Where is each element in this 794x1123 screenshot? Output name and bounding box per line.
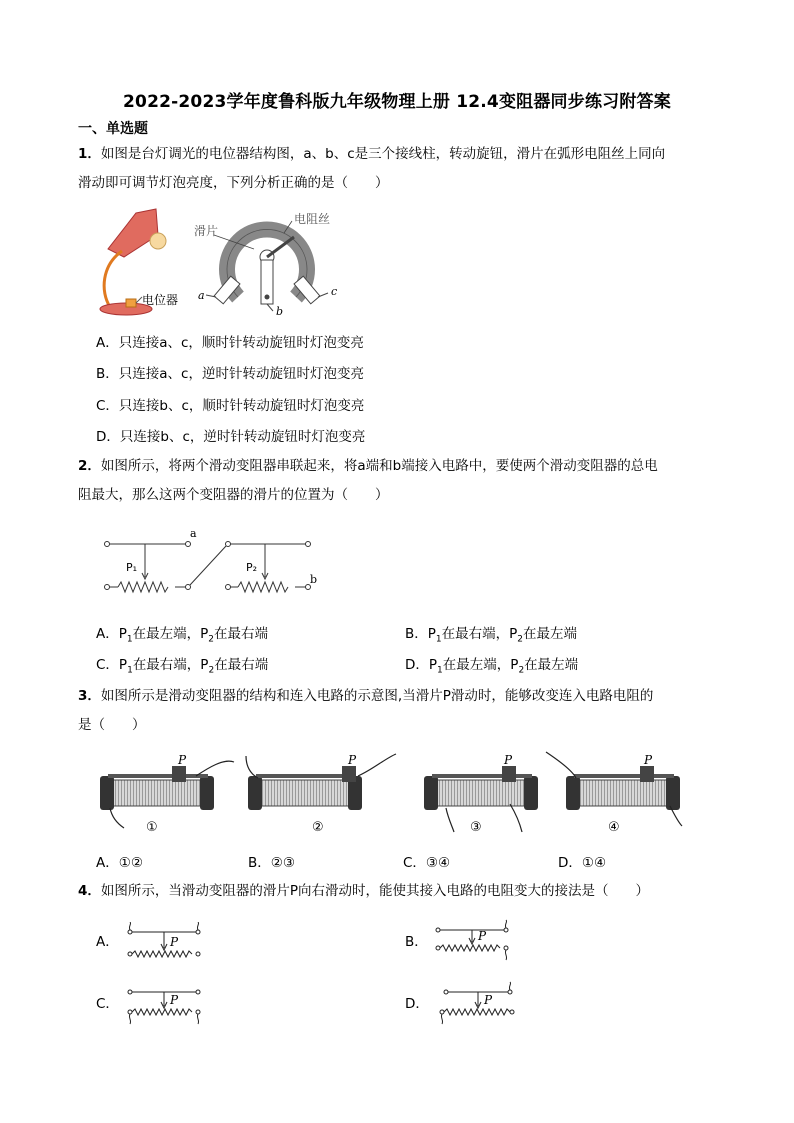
- q4-circuit-a: [124, 922, 214, 964]
- question-4-stem: [78, 877, 723, 906]
- rheostat-4: [546, 752, 682, 835]
- question-1-stem: [78, 140, 723, 198]
- label-slider: 滑片: [194, 224, 219, 238]
- q1-option-a[interactable]: A．只连接a、c，顺时针转动旋钮时灯泡变亮: [96, 335, 364, 351]
- rheostat-1: [100, 753, 234, 835]
- slider-p1-label: P₁: [126, 561, 138, 574]
- section-heading: 一、单选题: [78, 121, 148, 137]
- q3-option-a[interactable]: A．①②: [96, 855, 143, 871]
- svg-text:P: P: [348, 753, 357, 767]
- question-text-cont: 是（ ）: [78, 717, 146, 733]
- question-2-stem: [78, 452, 723, 510]
- q4-option-b[interactable]: B．: [405, 934, 428, 950]
- svg-text:P: P: [170, 993, 179, 1007]
- q1-option-d[interactable]: D．只连接b、c，逆时针转动旋钮时灯泡变亮: [96, 429, 366, 445]
- q4-circuit-d: [434, 980, 524, 1028]
- label-potentiometer: 电位器: [142, 293, 179, 307]
- q1-option-c[interactable]: C．只连接b、c，顺时针转动旋钮时灯泡变亮: [96, 398, 365, 414]
- q4-option-a[interactable]: A．: [96, 934, 119, 950]
- question-number: 3．: [78, 688, 101, 704]
- question-text: 如图所示，当滑动变阻器的滑片P向右滑动时，能使其接入电路的电阻变大的接法是（ ）: [100, 883, 650, 899]
- desk-lamp-illustration: [100, 209, 178, 315]
- svg-text:P: P: [170, 935, 179, 949]
- series-rheostats-figure: [98, 525, 328, 600]
- q2-option-c[interactable]: C．$P_1$在最右端，$P_2$在最右端: [96, 657, 269, 676]
- q3-option-d[interactable]: D．①④: [558, 855, 607, 871]
- potentiometer-diagram: [194, 211, 337, 318]
- svg-text:P: P: [484, 993, 493, 1007]
- svg-text:P: P: [478, 929, 487, 943]
- label-resistance-wire: 电阻丝: [294, 212, 331, 226]
- potentiometer-figure: [96, 205, 346, 320]
- question-text: 如图是台灯调光的电位器结构图，a、b、c是三个接线柱，转动旋钮，滑片在弧形电阻丝上同向: [100, 146, 666, 162]
- photo-label-2: ②: [312, 820, 324, 835]
- question-text-cont: 滑动即可调节灯泡亮度，下列分析正确的是（ ）: [78, 175, 389, 191]
- end-a-label: a: [190, 527, 197, 540]
- terminal-b-label: b: [276, 305, 284, 318]
- photo-label-4: ④: [608, 820, 620, 835]
- svg-text:P: P: [644, 753, 653, 767]
- question-text: 如图所示，将两个滑动变阻器串联起来，将a端和b端接入电路中，要使两个滑动变阻器的总电: [100, 458, 658, 474]
- terminal-a-label: a: [198, 289, 205, 302]
- q4-option-c[interactable]: C．: [96, 996, 119, 1012]
- q2-option-d[interactable]: D．$P_1$在最左端，$P_2$在最左端: [405, 657, 579, 676]
- q1-option-b[interactable]: B．只连接a、c，逆时针转动旋钮时灯泡变亮: [96, 366, 364, 382]
- question-text-cont: 阻最大，那么这两个变阻器的滑片的位置为（ ）: [78, 487, 389, 503]
- q4-option-d[interactable]: D．: [405, 996, 429, 1012]
- photo-label-3: ③: [470, 820, 482, 835]
- question-number: 1．: [78, 146, 101, 162]
- q2-option-a[interactable]: A．$P_1$在最左端，$P_2$在最右端: [96, 626, 269, 645]
- page-title: 2022-2023学年度鲁科版九年级物理上册 12.4变阻器同步练习附答案: [123, 92, 671, 112]
- photo-label-1: ①: [146, 820, 158, 835]
- question-number: 4．: [78, 883, 101, 899]
- svg-text:P: P: [178, 753, 187, 767]
- question-3-stem: [78, 682, 723, 740]
- q4-circuit-c: [124, 984, 214, 1028]
- question-number: 2．: [78, 458, 101, 474]
- rheostat-2: [246, 753, 396, 835]
- end-b-label: b: [310, 573, 318, 586]
- rheostat-photos-figure: [96, 748, 706, 840]
- q3-option-c[interactable]: C．③④: [403, 855, 451, 871]
- terminal-c-label: c: [331, 285, 338, 298]
- q4-circuit-b: [432, 918, 522, 964]
- rheostat-3: [424, 753, 538, 835]
- slider-p2-label: P₂: [246, 561, 258, 574]
- svg-text:P: P: [504, 753, 513, 767]
- question-text: 如图所示是滑动变阻器的结构和连入电路的示意图,当滑片P滑动时，能够改变连入电路电阻的: [100, 688, 654, 704]
- q2-option-b[interactable]: B．$P_1$在最右端，$P_2$在最左端: [405, 626, 578, 645]
- q3-option-b[interactable]: B．②③: [248, 855, 295, 871]
